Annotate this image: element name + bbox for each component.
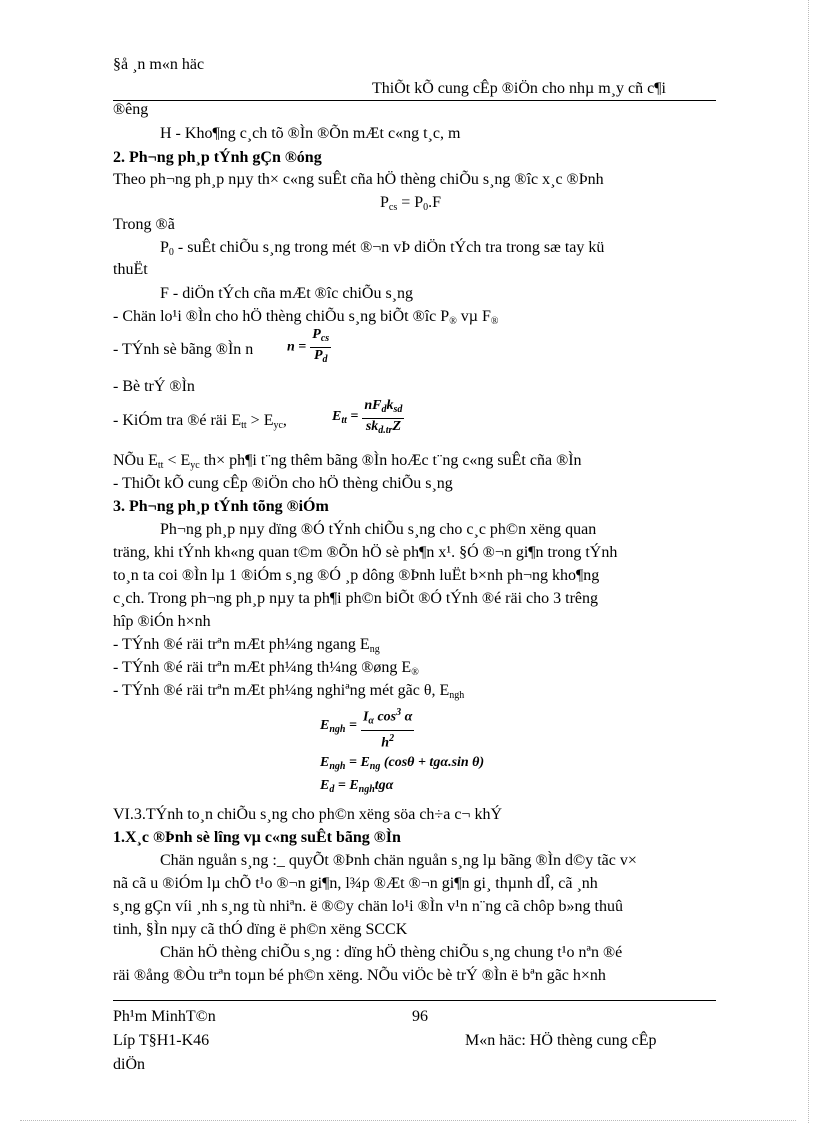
header-rule	[113, 100, 716, 101]
equation-1: $E_{ngh}$ = $\frac{I_\alpha \cos^3 \alpha}{h^2}$	[320, 707, 413, 751]
text-line: $P_0$ - suÊt chiÕu s¸ng trong mét ®¬n vÞ diÖn tÝch tra trong sæ tay kü	[160, 239, 605, 258]
text-line: NÕu $E_{tt} < E_{yc}$ th× ph¶i t¨ng thêm bãng ®Ìn hoÆc t¨ng c«ng suÊt cña ®Ìn	[113, 452, 582, 471]
formula-ett: $E_{tt}$ = $\frac{nF_dk_{sd}}{sk_{d.tr}Z}$	[332, 398, 403, 436]
section-heading: 3. Ph¬ng ph¸p tÝnh tõng ®iÓm	[113, 498, 329, 515]
text-line: - TÝnh ®é räi trªn mÆt ph¼ng th¼ng ®øng $E_®$	[113, 659, 419, 678]
text-line: s¸ng gÇn víi ¸nh s¸ng tù nhiªn. ë ®©y chän lo¹i ®Ìn v¹n n¨ng cã chôp b»ng thuû	[113, 898, 623, 915]
text-line: - TÝnh sè bãng ®Ìn n	[113, 341, 254, 358]
formula-pcs: $P_{cs} = P_0.F$	[380, 194, 442, 213]
footer-class: Líp T§H1-K46	[113, 1032, 210, 1049]
header-left: §å ¸n m«n häc	[113, 56, 205, 73]
text-line: to¸n ta coi ®Ìn lµ 1 ®iÓm s¸ng ®Ó ¸p dông ®Þnh luËt b×nh ph¬ng kho¶ng	[113, 567, 600, 584]
header-right: ThiÕt kÕ cung cÊp ®iÖn cho nhµ m¸y cñ c¶i	[372, 80, 666, 97]
text-line: Trong ®ã	[113, 216, 175, 233]
text-line: c¸ch. Trong ph¬ng ph¸p nµy ta ph¶i ph©n biÕt ®Ó tÝnh ®é räi cho 3 trêng	[113, 590, 599, 607]
section-heading: 2. Ph¬ng ph¸p tÝnh gÇn ®óng	[113, 149, 322, 166]
page-edge-right	[808, 0, 809, 1123]
text-line: tinh, §Ìn nµy cã thÓ dïng ë ph©n xëng SCCK	[113, 921, 408, 938]
text-line: Theo ph¬ng ph¸p nµy th× c«ng suÊt cña hÖ thèng chiÕu s¸ng ®îc x¸c ®Þnh	[113, 171, 604, 188]
text-line: räi ®ång ®Òu trªn toµn bé ph©n xëng. NÕu viÖc bè trÝ ®Ìn ë bªn gãc h×nh	[113, 967, 606, 984]
text-line: VI.3.TÝnh to¸n chiÕu s¸ng cho ph©n xëng söa ch÷a c¬ khÝ	[113, 806, 502, 823]
page-number: 96	[412, 1008, 428, 1025]
text-line: - TÝnh ®é räi trªn mÆt ph¼ng ngang $E_{ng}$	[113, 636, 380, 655]
text-line: nã cã u ®iÓm lµ chÕ t¹o ®¬n gi¶n, l¾p ®Æt ®¬n gi¶n gi¸ thµnh dÎ, cã ¸nh	[113, 875, 598, 892]
text-line: H - Kho¶ng c¸ch tõ ®Ìn ®Õn mÆt c«ng t¸c, m	[160, 125, 461, 142]
text-line: ®êng	[113, 101, 149, 118]
text-line: - KiÓm tra ®é räi $E_{tt} > E_{yc}$,	[113, 412, 287, 431]
section-heading: 1.X¸c ®Þnh sè lîng vµ c«ng suÊt bãng ®Ìn	[113, 829, 401, 846]
text-line: - TÝnh ®é räi trªn mÆt ph¼ng nghiªng mét gãc θ, $E_{ngh}$	[113, 682, 465, 701]
footer-course-cont: diÖn	[113, 1056, 145, 1073]
footer-author: Ph¹m MinhT©n	[113, 1008, 216, 1025]
text-line: hîp ®iÓn h×nh	[113, 613, 211, 630]
equation-3: $E_d = E_{ngh}tg\alpha$	[320, 778, 394, 795]
text-line: Ph¬ng ph¸p nµy dïng ®Ó tÝnh chiÕu s¸ng cho c¸c ph©n xëng quan	[160, 521, 597, 538]
footer-rule	[113, 1000, 716, 1001]
formula-n: n = $\frac{P_{cs}}{P_d}$	[287, 327, 330, 365]
page-edge-bottom	[20, 1120, 796, 1121]
text-line: thuËt	[113, 261, 148, 278]
text-line: - Bè trÝ ®Ìn	[113, 378, 195, 395]
text-line: Chän hÖ thèng chiÕu s¸ng : dïng hÖ thèng chiÕu s¸ng chung t¹o nªn ®é	[160, 944, 623, 961]
text-line: - ThiÕt kÕ cung cÊp ®iÖn cho hÖ thèng chiÕu s¸ng	[113, 475, 453, 492]
text-line: Chän nguån s¸ng :_ quyÕt ®Þnh chän nguån s¸ng lµ bãng ®Ìn d©y tãc v×	[160, 852, 637, 869]
equation-2: $E_{ngh} = E_{ng}$ (cosθ + tgα.sin θ)	[320, 755, 485, 772]
text-line: träng, khi tÝnh kh«ng quan t©m ®Õn hÖ sè ph¶n x¹. §Ó ®¬n gi¶n trong tÝnh	[113, 544, 618, 561]
text-line: - Chän lo¹i ®Ìn cho hÖ thèng chiÕu s¸ng biÕt ®îc $P_®$ vµ $F_®$	[113, 308, 499, 327]
footer-course: M«n häc: HÖ thèng cung cÊp	[465, 1032, 657, 1049]
text-line: F - diÖn tÝch cña mÆt ®îc chiÕu s¸ng	[160, 285, 414, 302]
